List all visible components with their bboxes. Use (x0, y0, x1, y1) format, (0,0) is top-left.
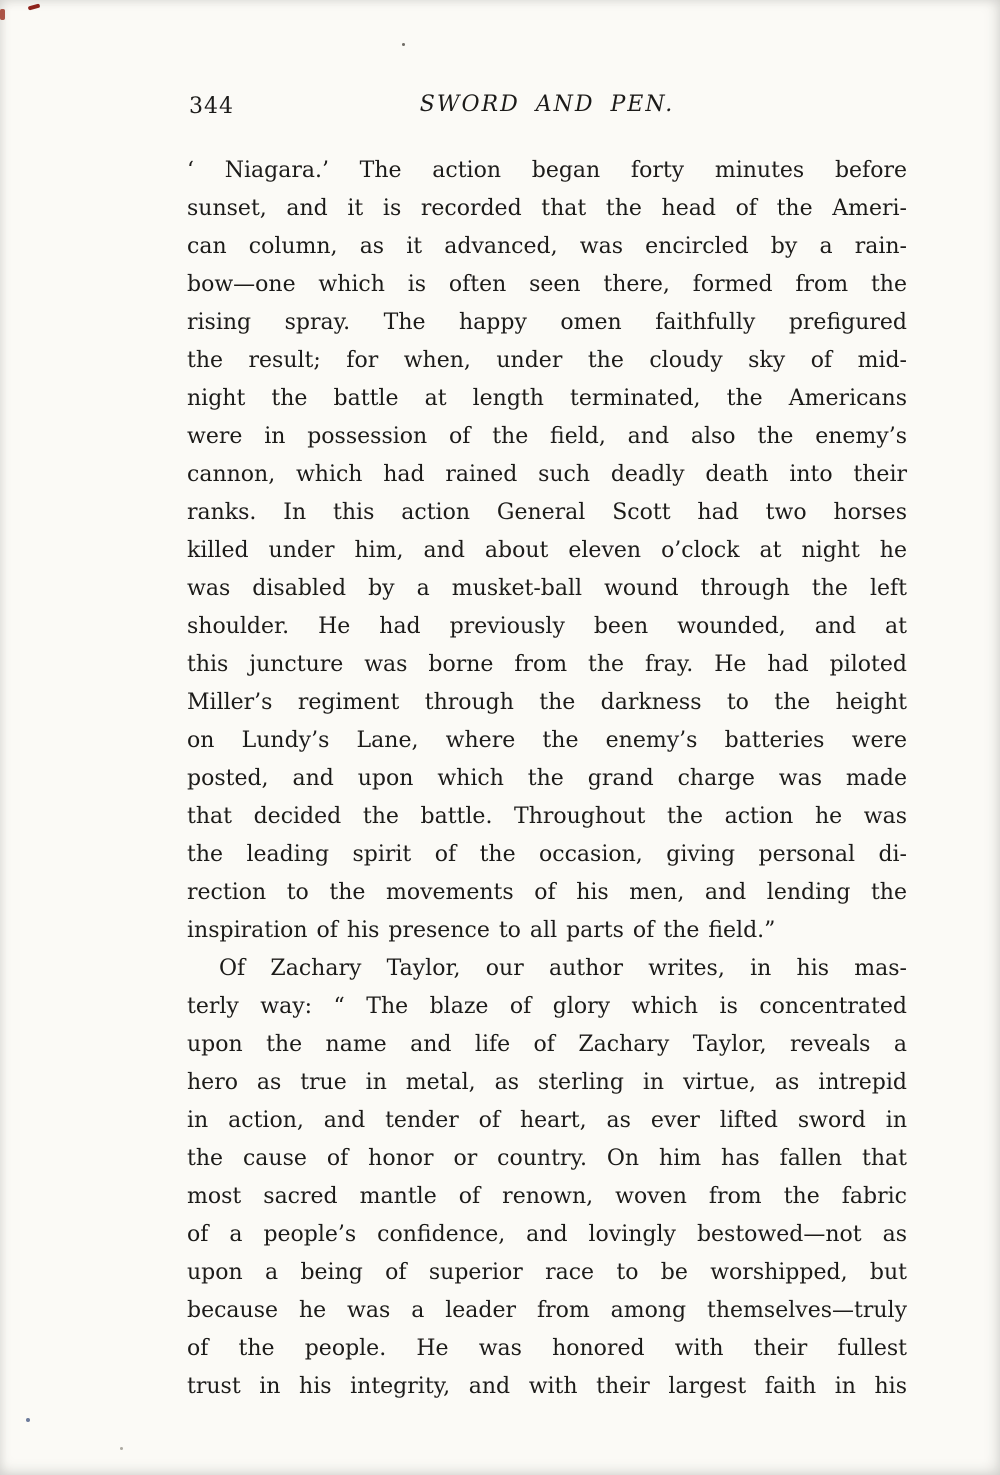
text-line: ranks. In this action General Scott had two horses (187, 500, 907, 525)
text-line: were in possession of the field, and also the enemy’s (187, 424, 907, 449)
text-line: ‘ Niagara.’ The action began forty minutes before (187, 158, 907, 183)
text-line: the cause of honor or country. On him has fallen that (187, 1146, 907, 1171)
text-line: killed under him, and about eleven o’clock at night he (187, 538, 907, 563)
text-line: can column, as it advanced, was encircled by a rain- (187, 234, 907, 259)
text-line: night the battle at length terminated, the Americans (187, 386, 907, 411)
text-line: of the people. He was honored with their fullest (187, 1336, 907, 1361)
text-line: sunset, and it is recorded that the head of the Ameri- (187, 196, 907, 221)
scan-speck (402, 43, 405, 46)
text-line: in action, and tender of heart, as ever lifted sword in (187, 1108, 907, 1133)
text-line: inspiration of his presence to all parts of the field.” (187, 918, 776, 943)
page-number: 344 (189, 94, 234, 119)
text-line: upon the name and life of Zachary Taylor, reveals a (187, 1032, 907, 1057)
text-line: this juncture was borne from the fray. He had piloted (187, 652, 907, 677)
text-line: of a people’s confidence, and lovingly bestowed—not as (187, 1222, 907, 1247)
text-line: posted, and upon which the grand charge was made (187, 766, 907, 791)
text-line: rising spray. The happy omen faithfully prefigured (187, 310, 907, 335)
text-line: that decided the battle. Throughout the action he was (187, 804, 907, 829)
scan-mark-red (28, 4, 41, 11)
text-line: Of Zachary Taylor, our author writes, in his mas- (219, 956, 907, 981)
text-line: because he was a leader from among themselves—truly (187, 1298, 907, 1323)
text-line: trust in his integrity, and with their largest faith in his (187, 1374, 907, 1399)
text-line: cannon, which had rained such deadly death into their (187, 462, 907, 487)
scan-speck-blue (26, 1418, 30, 1422)
text-line: Miller’s regiment through the darkness to the height (187, 690, 907, 715)
text-line: was disabled by a musket-ball wound through the left (187, 576, 907, 601)
text-line: hero as true in metal, as sterling in virtue, as intrepid (187, 1070, 907, 1095)
page-header (187, 92, 907, 122)
paragraph (187, 152, 907, 950)
paragraph (187, 950, 907, 1406)
page-body (187, 152, 907, 1406)
scan-speck-gray (120, 1447, 123, 1450)
running-title: SWORD AND PEN. (419, 92, 675, 117)
text-line: terly way: “ The blaze of glory which is concentrated (187, 994, 907, 1019)
text-line: most sacred mantle of renown, woven from the fabric (187, 1184, 907, 1209)
text-block (187, 92, 907, 1406)
text-line: the result; for when, under the cloudy sky of mid- (187, 348, 907, 373)
text-line: the leading spirit of the occasion, giving personal di- (187, 842, 907, 867)
text-line: on Lundy’s Lane, where the enemy’s batteries were (187, 728, 907, 753)
text-line: bow—one which is often seen there, formed from the (187, 272, 907, 297)
scan-mark-red-edge (0, 9, 5, 20)
text-line: shoulder. He had previously been wounded, and at (187, 614, 907, 639)
text-line: upon a being of superior race to be worshipped, but (187, 1260, 907, 1285)
text-line: rection to the movements of his men, and lending the (187, 880, 907, 905)
